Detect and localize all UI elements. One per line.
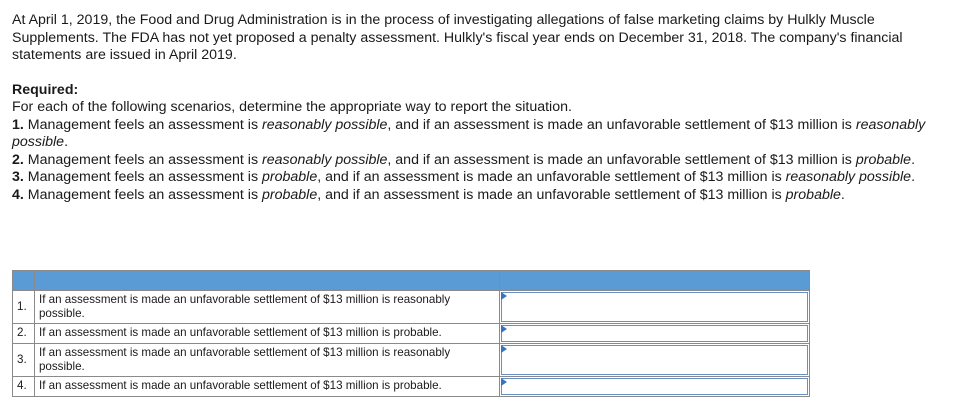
dropdown-marker-icon [501, 378, 507, 386]
answer-field[interactable] [501, 292, 808, 322]
scenario-3: 3. Management feels an assessment is probable, and if an assessment is made an unfavorable settlement of $13 million is reasonably possible. [12, 169, 916, 185]
answer-table [12, 270, 810, 397]
dropdown-marker-icon [501, 345, 507, 353]
row-number: 3. [13, 344, 35, 377]
answer-field[interactable] [501, 378, 808, 395]
table-row [13, 291, 810, 324]
scenario-4: 4. Management feels an assessment is probable, and if an assessment is made an unfavorable settlement of $13 million is probable. [12, 186, 845, 203]
header-cell-desc [34, 271, 499, 291]
table-row [13, 344, 810, 377]
scenario-1: 1. Management feels an assessment is reasonably possible, and if an assessment is made an unfavorable settlement of $13 million is reasonably possible. [12, 116, 926, 150]
table-row [13, 324, 810, 344]
answer-field[interactable] [501, 325, 808, 342]
problem-statement [12, 12, 952, 204]
table-row [13, 377, 810, 397]
row-description: If an assessment is made an unfavorable settlement of $13 million is probable. [34, 324, 499, 344]
answer-field[interactable] [501, 345, 808, 375]
row-description: If an assessment is made an unfavorable settlement of $13 million is reasonably possible. [34, 344, 499, 377]
row-number: 4. [13, 377, 35, 397]
header-cell-answer [500, 271, 810, 291]
row-number: 1. [13, 291, 35, 324]
dropdown-marker-icon [501, 325, 507, 333]
row-description: If an assessment is made an unfavorable settlement of $13 million is reasonably possible. [34, 291, 499, 324]
header-cell-num [13, 271, 35, 291]
row-number: 2. [13, 324, 35, 344]
intro-paragraph: At April 1, 2019, the Food and Drug Administration is in the process of investigating allegations of false marketing claims by Hulkly Muscle Supplements. The FDA has not yet proposed a penalty assessment. Hulkly's fiscal year ends on December 31, 2018. The company's financial statements are issued in April 2019. [12, 12, 903, 63]
dropdown-marker-icon [501, 292, 507, 300]
scenario-2: 2. Management feels an assessment is reasonably possible, and if an assessment is made an unfavorable settlement of $13 million is probable. [12, 151, 916, 168]
answer-dropdown-1[interactable] [500, 291, 810, 324]
row-description: If an assessment is made an unfavorable settlement of $13 million is probable. [34, 377, 499, 397]
required-heading: Required: [12, 81, 79, 98]
answer-dropdown-2[interactable] [500, 324, 810, 344]
instruction-text: For each of the following scenarios, determine the appropriate way to report the situation. [12, 99, 572, 115]
answer-dropdown-4[interactable] [500, 377, 810, 397]
answer-dropdown-3[interactable] [500, 344, 810, 377]
table-header-row [13, 271, 810, 291]
